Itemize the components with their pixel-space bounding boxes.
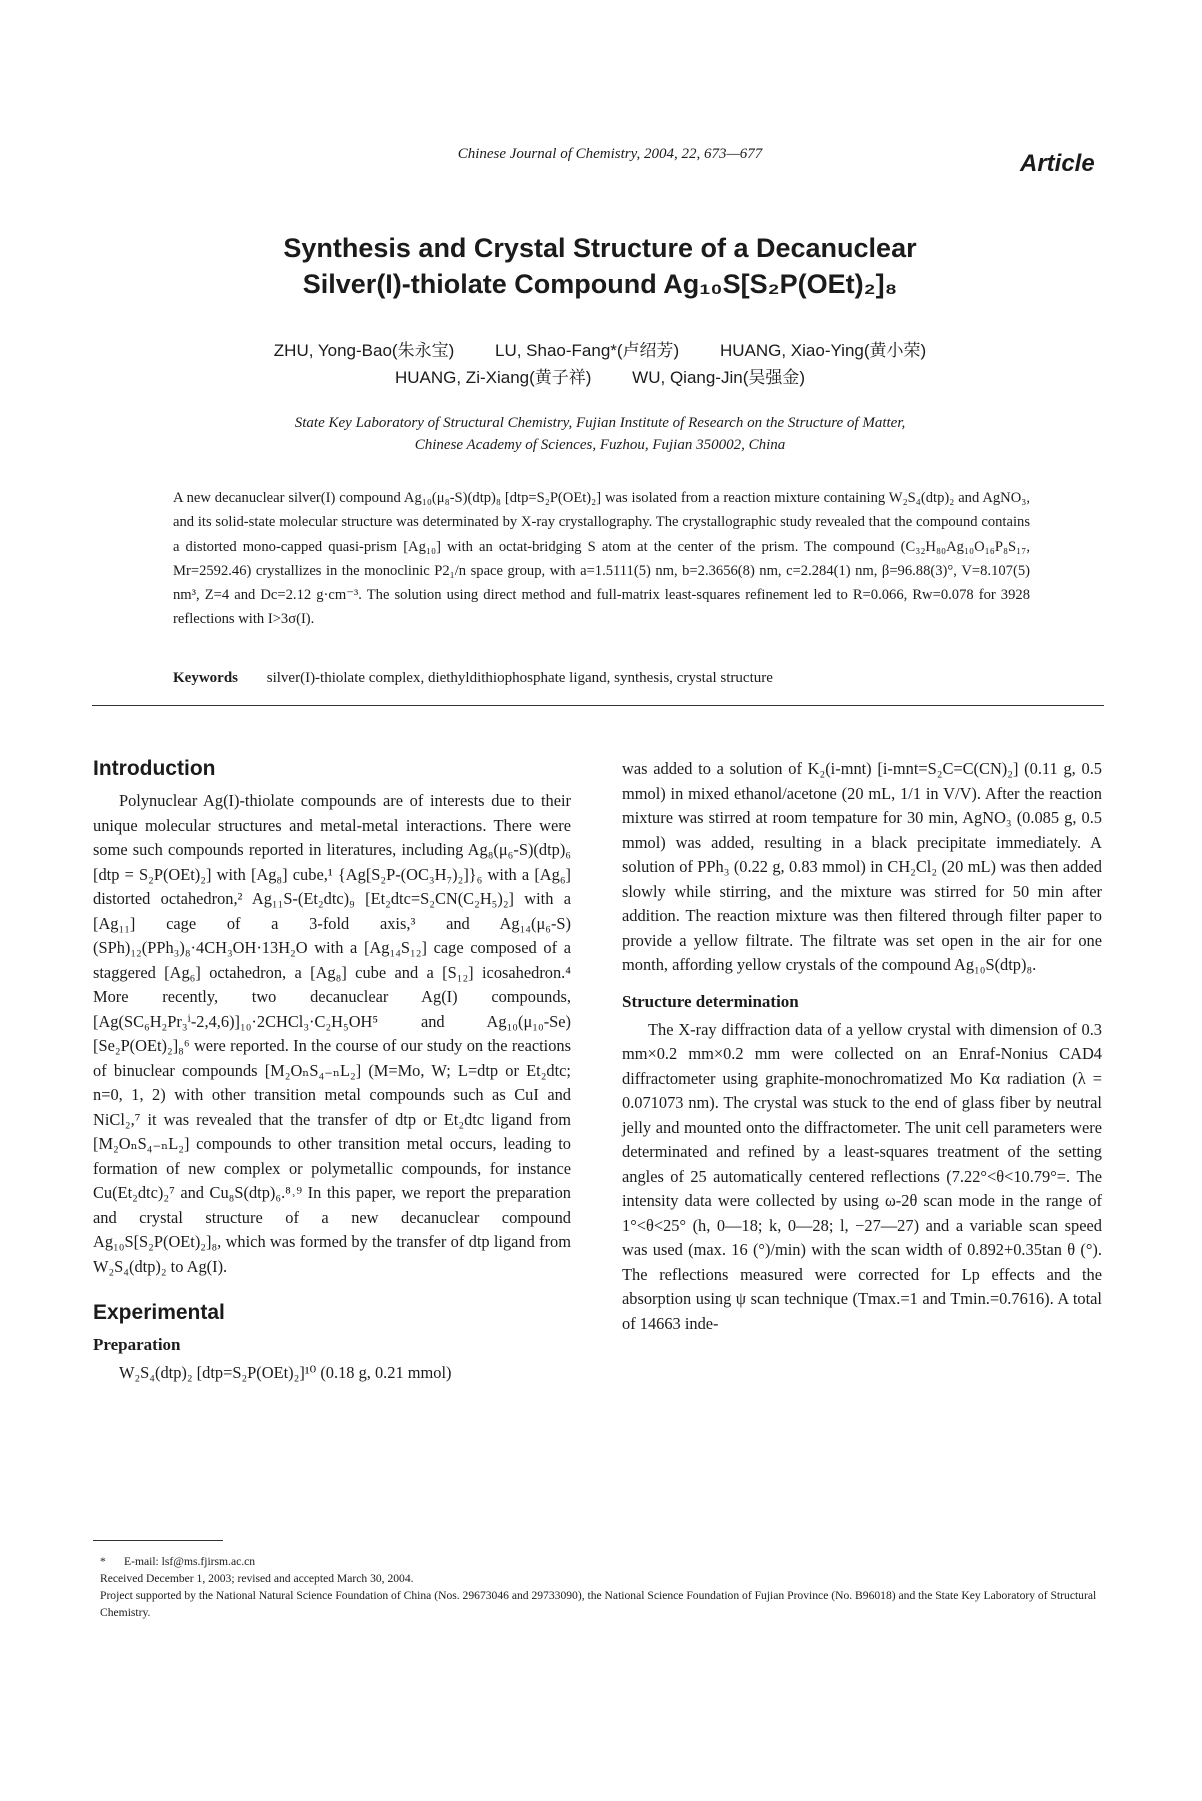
affiliation-line-1: State Key Laboratory of Structural Chemistry, Fujian Institute of Research on the Structure of Matter,: [294, 415, 906, 431]
author-lu: LU, Shao-Fang*(卢绍芳): [494, 341, 680, 360]
structure-determination-heading: Structure determination: [622, 991, 799, 1011]
introduction-paragraph: Polynuclear Ag(I)-thiolate compounds are of interests due to their unique molecular structures and metal-metal interactions. There were some such compounds reported in literatures, including Ag₈(μ₆-S)(dtp)₆ [dtp = S₂P(OEt)₂] with [Ag₈] cube,¹ {Ag[S₂P-(OC₃H₇)₂]}₆ with a [Ag₆] distorted octahedron,² Ag₁₁S-(Et₂dtc)₉ [Et₂dtc=S₂CN(C₂H₅)₂] with a [Ag₁₁] cage of a 3-fold axis,³ and Ag₁₄(μ₆-S)(SPh)₁₂(PPh₃)₈·4CH₃OH·13H₂O with a [Ag₁₄S₁₂] cage composed of a staggered [Ag₆] octahedron, a [Ag₈] cube and a [S₁₂] icosahedron.⁴ More recently, two decanuclear Ag(I) compounds, [Ag(SC₆H₂Pr₃ⁱ-2,4,6)]₁₀·2CHCl₃·C₂H₅OH⁵ and Ag₁₀(μ₁₀-Se)[Se₂P(OEt)₂]₈⁶ were reported. In the course of our study on the reactions of binuclear compounds [M₂OₙS₄₋ₙL₂] (M=Mo, W; L=dtp or Et₂dtc; n=0, 1, 2) with other transition metal compounds such as CuI and NiCl₂,⁷ it was revealed that the transfer of dtp or Et₂dtc ligand from [M₂OₙS₄₋ₙL₂] compounds to other transition metal occurs, leading to formation of new complex or polymetallic compounds, for instance Cu(Et₂dtc)₂⁷ and Cu₈S(dtp)₆.⁸˒⁹ In this paper, we report the preparation and crystal structure of a new decanuclear compound Ag₁₀S[S₂P(OEt)₂]₈, which was formed by the transfer of dtp ligand from W₂S₄(dtp)₂ to Ag(I).: [93, 791, 571, 1276]
title-line-1: Synthesis and Crystal Structure of a Decanuclear: [283, 233, 917, 263]
journal-citation: Chinese Journal of Chemistry, 2004, 22, 673—677: [457, 146, 763, 162]
footnote-divider: [93, 1540, 223, 1541]
keywords: [173, 670, 1030, 687]
keywords-text: silver(I)-thiolate complex, diethyldithiophosphate ligand, synthesis, crystal structure: [266, 670, 773, 686]
left-column: [93, 757, 571, 1386]
preparation-continued: was added to a solution of K₂(i-mnt) [i-mnt=S₂C=C(CN)₂] (0.11 g, 0.5 mmol) in mixed ethanol/acetone (20 mL, 1/1 in V/V). After the reaction mixture was stirred at room tempature for 30 min, AgNO₃ (0.085 g, 0.5 mmol) was added, resulting in a black precipitate immediately. A solution of PPh₃ (0.22 g, 0.83 mmol) in CH₂Cl₂ (20 mL) was then added slowly while stirring, and the mixture was stirred for 50 min after addition. The reaction mixture was then filtered through filter paper to provide a yellow filtrate. The filtrate was set open in the air for one month, affording yellow crystals of the compound Ag₁₀S(dtp)₈.: [622, 759, 1102, 974]
preparation-paragraph: W₂S₄(dtp)₂ [dtp=S₂P(OEt)₂]¹⁰ (0.18 g, 0.21 mmol): [119, 1363, 452, 1382]
footnote-support: Project supported by the National Natural Science Foundation of China (Nos. 29673046 and 29733090), the National Science Foundation of Fujian Province (No. B96018) and the State Key Laboratory of Structural Chemistry.: [100, 1589, 1097, 1619]
author-wu: WU, Qiang-Jin(吴强金): [632, 368, 806, 387]
introduction-heading: Introduction: [93, 757, 216, 780]
author-list: [100, 337, 1100, 391]
footnote-star: *: [100, 1555, 106, 1568]
footnote-email: E-mail: lsf@ms.fjirsm.ac.cn: [124, 1555, 256, 1568]
preparation-heading: Preparation: [93, 1335, 181, 1354]
author-huang-xiaoying: HUANG, Xiao-Ying(黄小荣): [719, 341, 927, 360]
section-divider: [92, 705, 1104, 706]
footnote-received: Received December 1, 2003; revised and accepted March 30, 2004.: [100, 1572, 414, 1585]
right-column: [622, 757, 1102, 1336]
paper-title: [100, 230, 1100, 302]
abstract: A new decanuclear silver(I) compound Ag₁₀(μ₈-S)(dtp)₈ [dtp=S₂P(OEt)₂] was isolated from a reaction mixture containing W₂S₄(dtp)₂ and AgNO₃, and its solid-state molecular structure was determinated by X-ray crystallography. The crystallographic study revealed that the compound contains a distorted mono-capped quasi-prism [Ag₁₀] with an octat-bridging S atom at the center of the prism. The compound (C₃₂H₈₀Ag₁₀O₁₆P₈S₁₇, Mr=2592.46) crystallizes in the monoclinic P2₁/n space group, with a=1.5111(5) nm, b=2.3656(8) nm, c=2.284(1) nm, β=96.88(3)°, V=8.107(5) nm³, Z=4 and Dc=2.12 g·cm⁻³. The solution using direct method and full-matrix least-squares refinement led to R=0.066, Rw=0.078 for 3928 reflections with I>3σ(I).: [173, 490, 1030, 628]
footnotes: [100, 1553, 1100, 1621]
affiliation-line-2: Chinese Academy of Sciences, Fuzhou, Fujian 350002, China: [414, 437, 786, 453]
author-huang-zixiang: HUANG, Zi-Xiang(黄子祥): [394, 368, 592, 387]
affiliation: [100, 412, 1100, 456]
author-zhu: ZHU, Yong-Bao(朱永宝): [273, 341, 455, 360]
experimental-heading: Experimental: [93, 1301, 225, 1324]
keywords-label: Keywords: [173, 670, 238, 686]
article-type-label: Article: [1020, 150, 1095, 177]
title-line-2: Silver(I)-thiolate Compound Ag₁₀S[S₂P(OEt)₂]₈: [302, 269, 898, 299]
structure-determination-paragraph: The X-ray diffraction data of a yellow crystal with dimension of 0.3 mm×0.2 mm×0.2 mm were collected on an Enraf-Nonius CAD4 diffractometer using graphite-monochromatized Mo Kα radiation (λ = 0.071073 nm). The crystal was stuck to the end of glass fiber by neutral jelly and mounted onto the diffractometer. The unit cell parameters were determinated and refined by a least-squares treatment of the setting angles of 25 automatically centered reflections (7.22°<θ<10.79°=. The intensity data were collected by using ω-2θ scan mode in the range of 1°<θ<25° (h, 0—18; k, 0—28; l, −27—27) and a variable scan speed was used (max. 16 (°)/min) with the scan width of 0.892+0.35tan θ (°). The reflections measured were corrected for Lp effects and the absorption using ψ scan technique (Tmax.=1 and Tmin.=0.7616). A total of 14663 inde-: [622, 1019, 1102, 1333]
